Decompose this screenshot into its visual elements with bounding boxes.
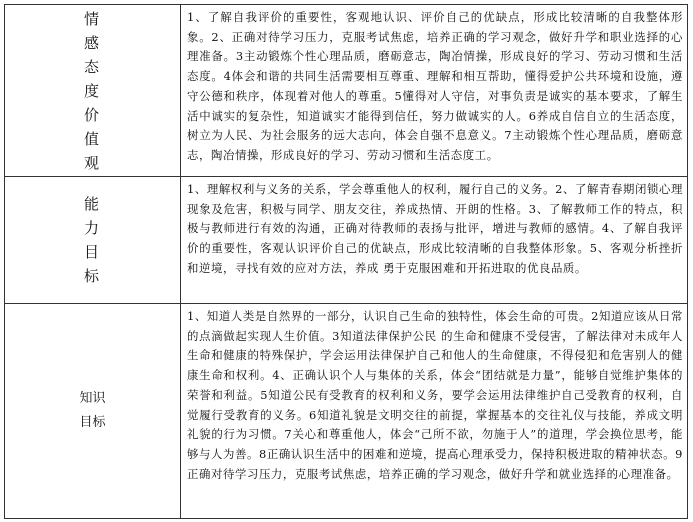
table-row xyxy=(5,177,688,304)
row-label-knowledge xyxy=(5,304,181,519)
label-char: 目 xyxy=(83,243,101,261)
label-char: 价 xyxy=(83,105,101,124)
row-content-attitude xyxy=(181,5,688,177)
label-char: 情 xyxy=(83,9,101,28)
teaching-goals-table xyxy=(4,4,688,519)
content-text: 1、了解自我评价的重要性，客观地认识、评价自己的优缺点，形成比较清晰的自我整体形象。2、正确对待学习压力，克服考试焦虑，培养正确的学习观念，做好升学和职业选择的心理准备。3主动锻炼个性心理品质，磨砺意志，陶冶情操，形成良好的学习、劳动习惯和生活态度。4体会和谐的共同生活需要相互尊重、理解和相互帮助，懂得爱护公共环境和设施，遵守公德和秩序，体现着对他人的尊重。5懂得对人守信，对事负责是诚实的基本要求，了解生活中诚实的复杂性，知道诚实才能得到信任，努力做诚实的人。6养成自信自立的生活态度，树立为人民、为社会服务的远大志向，体会自强不息意义。7主动锻炼个性心理品质，磨砺意志，陶冶情操，形成良好的学习、劳动习惯和生活态度工。 xyxy=(187,10,683,162)
content-text: 1、理解权利与义务的关系，学会尊重他人的权利，履行自己的义务。2、了解青春期闭锁心理现象及危害，积极与同学、朋友交往，养成热情、开朗的性格。3、了解教师工作的特点，积极与教师进行有效的沟通，正确对待教师的表扬与批评，增进与教师的感情。4、了解自我评价的重要性，客观认识评价自己的优缺点，形成比较清晰的自我整体形象。5、客观分析挫折和逆境，寻找有效的应对方法，养成 勇于克服困难和开拓进取的优良品质。 xyxy=(187,182,683,275)
label-line: 目标 xyxy=(79,415,106,430)
label-char: 值 xyxy=(83,129,101,148)
row-content-knowledge xyxy=(181,304,688,519)
label-char: 标 xyxy=(83,267,101,285)
content-text: 1、知道人类是自然界的一部分，认识自己生命的独特性，体会生命的可贵。2知道应该从日常的点滴做起实现人生价值。3知道法律保护公民 的生命和健康不受侵害，了解法律对未成年人生命和健康的特殊保护，学会运用法律保护自己和他人的生命健康，不得侵犯和危害别人的健康生命和权利。4、正确认识个人与集体的关系，体会“团结就是力量”，能够自觉维护集体的荣誉和利益。5知道公民有受教育的权利和义务，要学会运用法律维护自己受教育的权利，自觉履行受教育的义务。6知道礼貌是文明交往的前提，掌握基本的交往礼仪与技能，养成文明礼貌的行为习惯。7关心和尊重他人，体会“己所不欲，勿施于人”的道理，学会换位思考，能够与人为善。8正确认识生活中的困难和逆境，提高心理承受力，保持积极进取的精神状态。9正确对待学习压力，克服考试焦虑，培养正确的学习观念，做好升学和就业选择的心理准备。 xyxy=(187,309,683,481)
label-line: 知识 xyxy=(79,391,106,406)
row-label-attitude xyxy=(5,5,181,177)
label-char: 态 xyxy=(83,57,101,76)
row-label-ability xyxy=(5,177,181,304)
label-char: 力 xyxy=(83,219,101,237)
label-char: 感 xyxy=(83,33,101,52)
label-char: 观 xyxy=(83,153,101,172)
label-char: 度 xyxy=(83,81,101,100)
label-char: 能 xyxy=(83,195,101,213)
table-row xyxy=(5,5,688,177)
table-row xyxy=(5,304,688,519)
row-content-ability xyxy=(181,177,688,304)
